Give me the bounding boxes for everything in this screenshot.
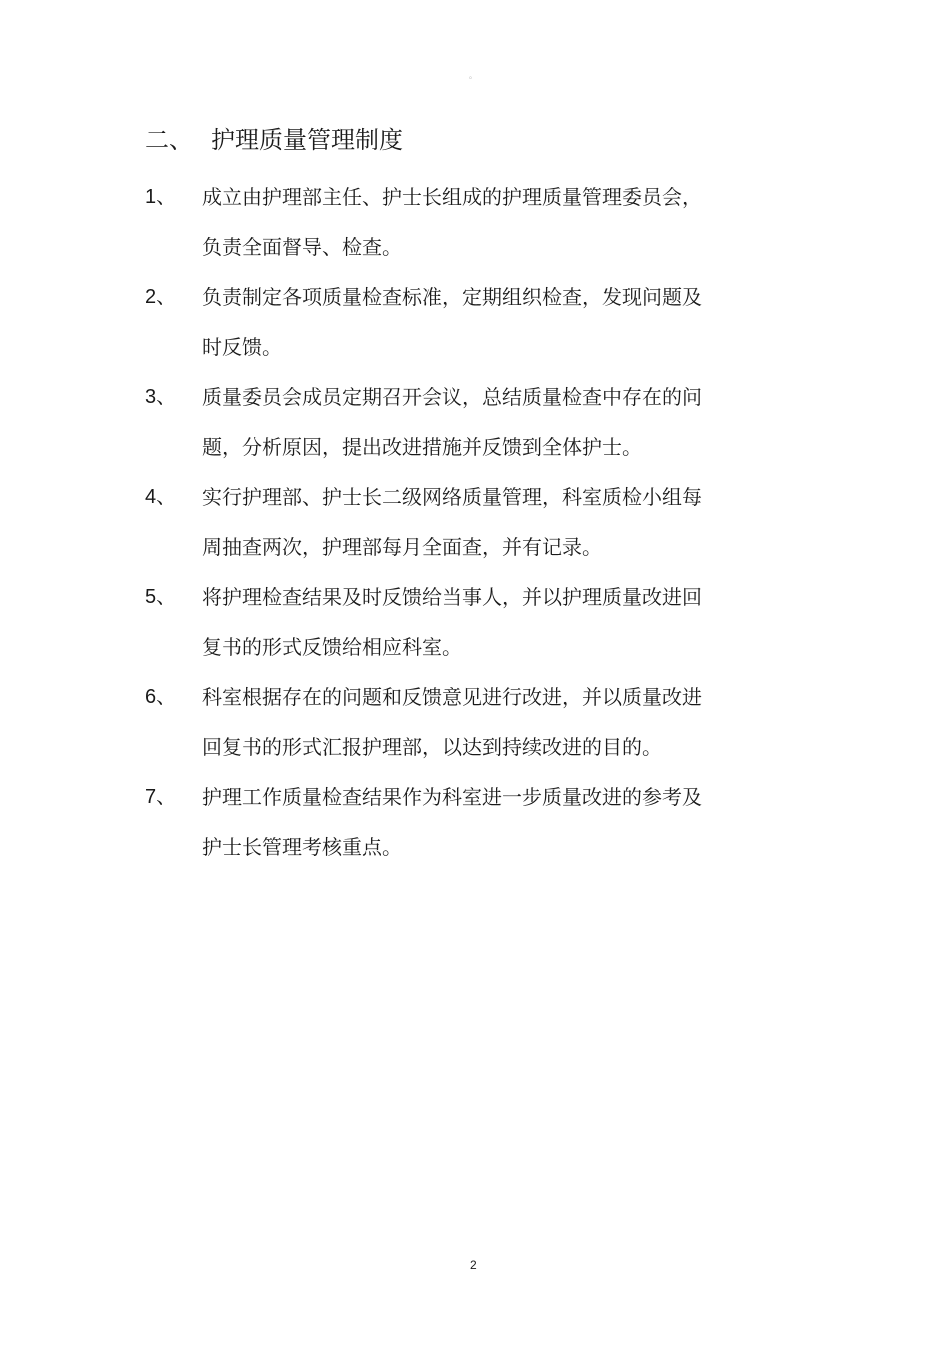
rule-index: 4、: [145, 486, 177, 508]
rule-index: 6、: [145, 686, 177, 708]
page-header-mark: 。: [469, 71, 477, 80]
rule-list: [145, 172, 765, 872]
rule-text-line: 回复书的形式汇报护理部，以达到持续改进的目的。: [202, 735, 662, 759]
rule-text-line: 实行护理部、护士长二级网络质量管理，科室质检小组每: [202, 485, 702, 509]
rule-item: [145, 672, 765, 772]
rule-text-line: 负责制定各项质量检查标准，定期组织检查，发现问题及: [202, 285, 702, 309]
rule-index: 3、: [145, 386, 177, 408]
rule-item: [145, 472, 765, 572]
page-number: 2: [470, 1258, 477, 1272]
rule-item: [145, 272, 765, 372]
rule-item: [145, 372, 765, 472]
rule-text-line: 复书的形式反馈给相应科室。: [202, 635, 462, 659]
section-number: 二、: [145, 126, 193, 154]
rule-text-line: 将护理检查结果及时反馈给当事人，并以护理质量改进回: [202, 585, 702, 609]
rule-item: [145, 172, 765, 272]
rule-text-line: 负责全面督导、检查。: [202, 235, 402, 259]
rule-index: 5、: [145, 586, 177, 608]
rule-index: 7、: [145, 786, 177, 808]
rule-index: 2、: [145, 286, 177, 308]
rule-text-line: 题，分析原因，提出改进措施并反馈到全体护士。: [202, 435, 642, 459]
section-heading: [145, 122, 403, 158]
rule-index: 1、: [145, 186, 177, 208]
rule-item: [145, 772, 765, 872]
rule-text-line: 护士长管理考核重点。: [202, 835, 402, 859]
section-title: 护理质量管理制度: [211, 126, 403, 154]
rule-item: [145, 572, 765, 672]
rule-text-line: 成立由护理部主任、护士长组成的护理质量管理委员会，: [202, 185, 702, 209]
rule-text-line: 时反馈。: [202, 335, 282, 359]
rule-text-line: 科室根据存在的问题和反馈意见进行改进，并以质量改进: [202, 685, 702, 709]
rule-text-line: 周抽查两次，护理部每月全面查，并有记录。: [202, 535, 602, 559]
rule-text-line: 护理工作质量检查结果作为科室进一步质量改进的参考及: [202, 785, 702, 809]
rule-text-line: 质量委员会成员定期召开会议，总结质量检查中存在的问: [202, 385, 702, 409]
